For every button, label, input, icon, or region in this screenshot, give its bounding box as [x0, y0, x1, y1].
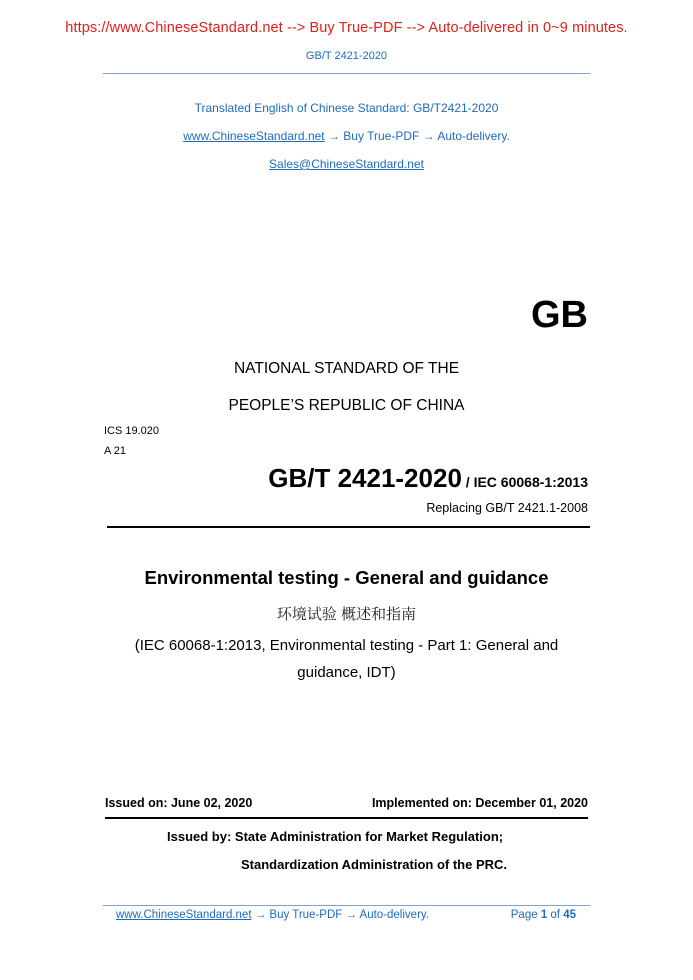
implemented-date: Implemented on: December 01, 2020 — [371, 796, 588, 810]
national-standard-line-1: NATIONAL STANDARD OF THE — [233, 360, 460, 377]
footer-website-link[interactable]: www.ChineseStandard.net — [116, 909, 252, 921]
title-divider — [107, 526, 590, 528]
page-of: of — [547, 909, 564, 921]
adoption-note-line-2: guidance, IDT) — [297, 664, 396, 681]
footer-promo-text: → Buy True-PDF → Auto-delivery. — [251, 909, 429, 921]
promo-text: → Buy True-PDF → Auto-delivery. — [324, 129, 510, 143]
replacing-note: Replacing GB/T 2421.1-2008 — [426, 501, 588, 515]
page-total: 45 — [563, 909, 576, 921]
ics-code: ICS 19.020 — [104, 425, 160, 437]
document-title-english: Environmental testing - General and guidance — [144, 567, 549, 588]
standard-number — [268, 463, 588, 494]
iec-equivalent-code: / IEC 60068-1:2013 — [461, 474, 588, 490]
header-divider — [103, 73, 590, 74]
issued-date: Issued on: June 02, 2020 — [105, 796, 253, 810]
page-label: Page — [510, 909, 541, 921]
adoption-note-line-1: (IEC 60068-1:2013, Environmental testing - Part 1: General and — [134, 637, 559, 654]
promo-line — [0, 129, 693, 143]
footer-promo — [116, 909, 429, 921]
page-indicator — [511, 909, 576, 921]
email-line — [0, 157, 693, 171]
footer-divider — [103, 905, 590, 906]
promo-banner[interactable]: https://www.ChineseStandard.net --> Buy True-PDF --> Auto-delivered in 0~9 minutes. — [65, 20, 628, 36]
website-link[interactable]: www.ChineseStandard.net — [183, 129, 325, 143]
issuer-line-2: Standardization Administration of the PRC. — [241, 857, 508, 872]
header-standard-code: GB/T 2421-2020 — [305, 50, 388, 62]
ccs-code: A 21 — [104, 445, 127, 457]
sales-email-link[interactable]: Sales@ChineseStandard.net — [269, 157, 424, 171]
issuer-divider — [105, 817, 588, 819]
translation-notice: Translated English of Chinese Standard: GB/T2421-2020 — [194, 101, 499, 115]
issuer-line-1: Issued by: State Administration for Market Regulation; — [167, 829, 504, 844]
gb-standard-code: GB/T 2421-2020 — [268, 463, 462, 493]
national-standard-line-2: PEOPLE’S REPUBLIC OF CHINA — [228, 397, 465, 414]
page-current: 1 — [540, 909, 548, 921]
document-title-chinese: 环境试验 概述和指南 — [276, 606, 417, 623]
gb-logo: GB — [531, 294, 588, 336]
